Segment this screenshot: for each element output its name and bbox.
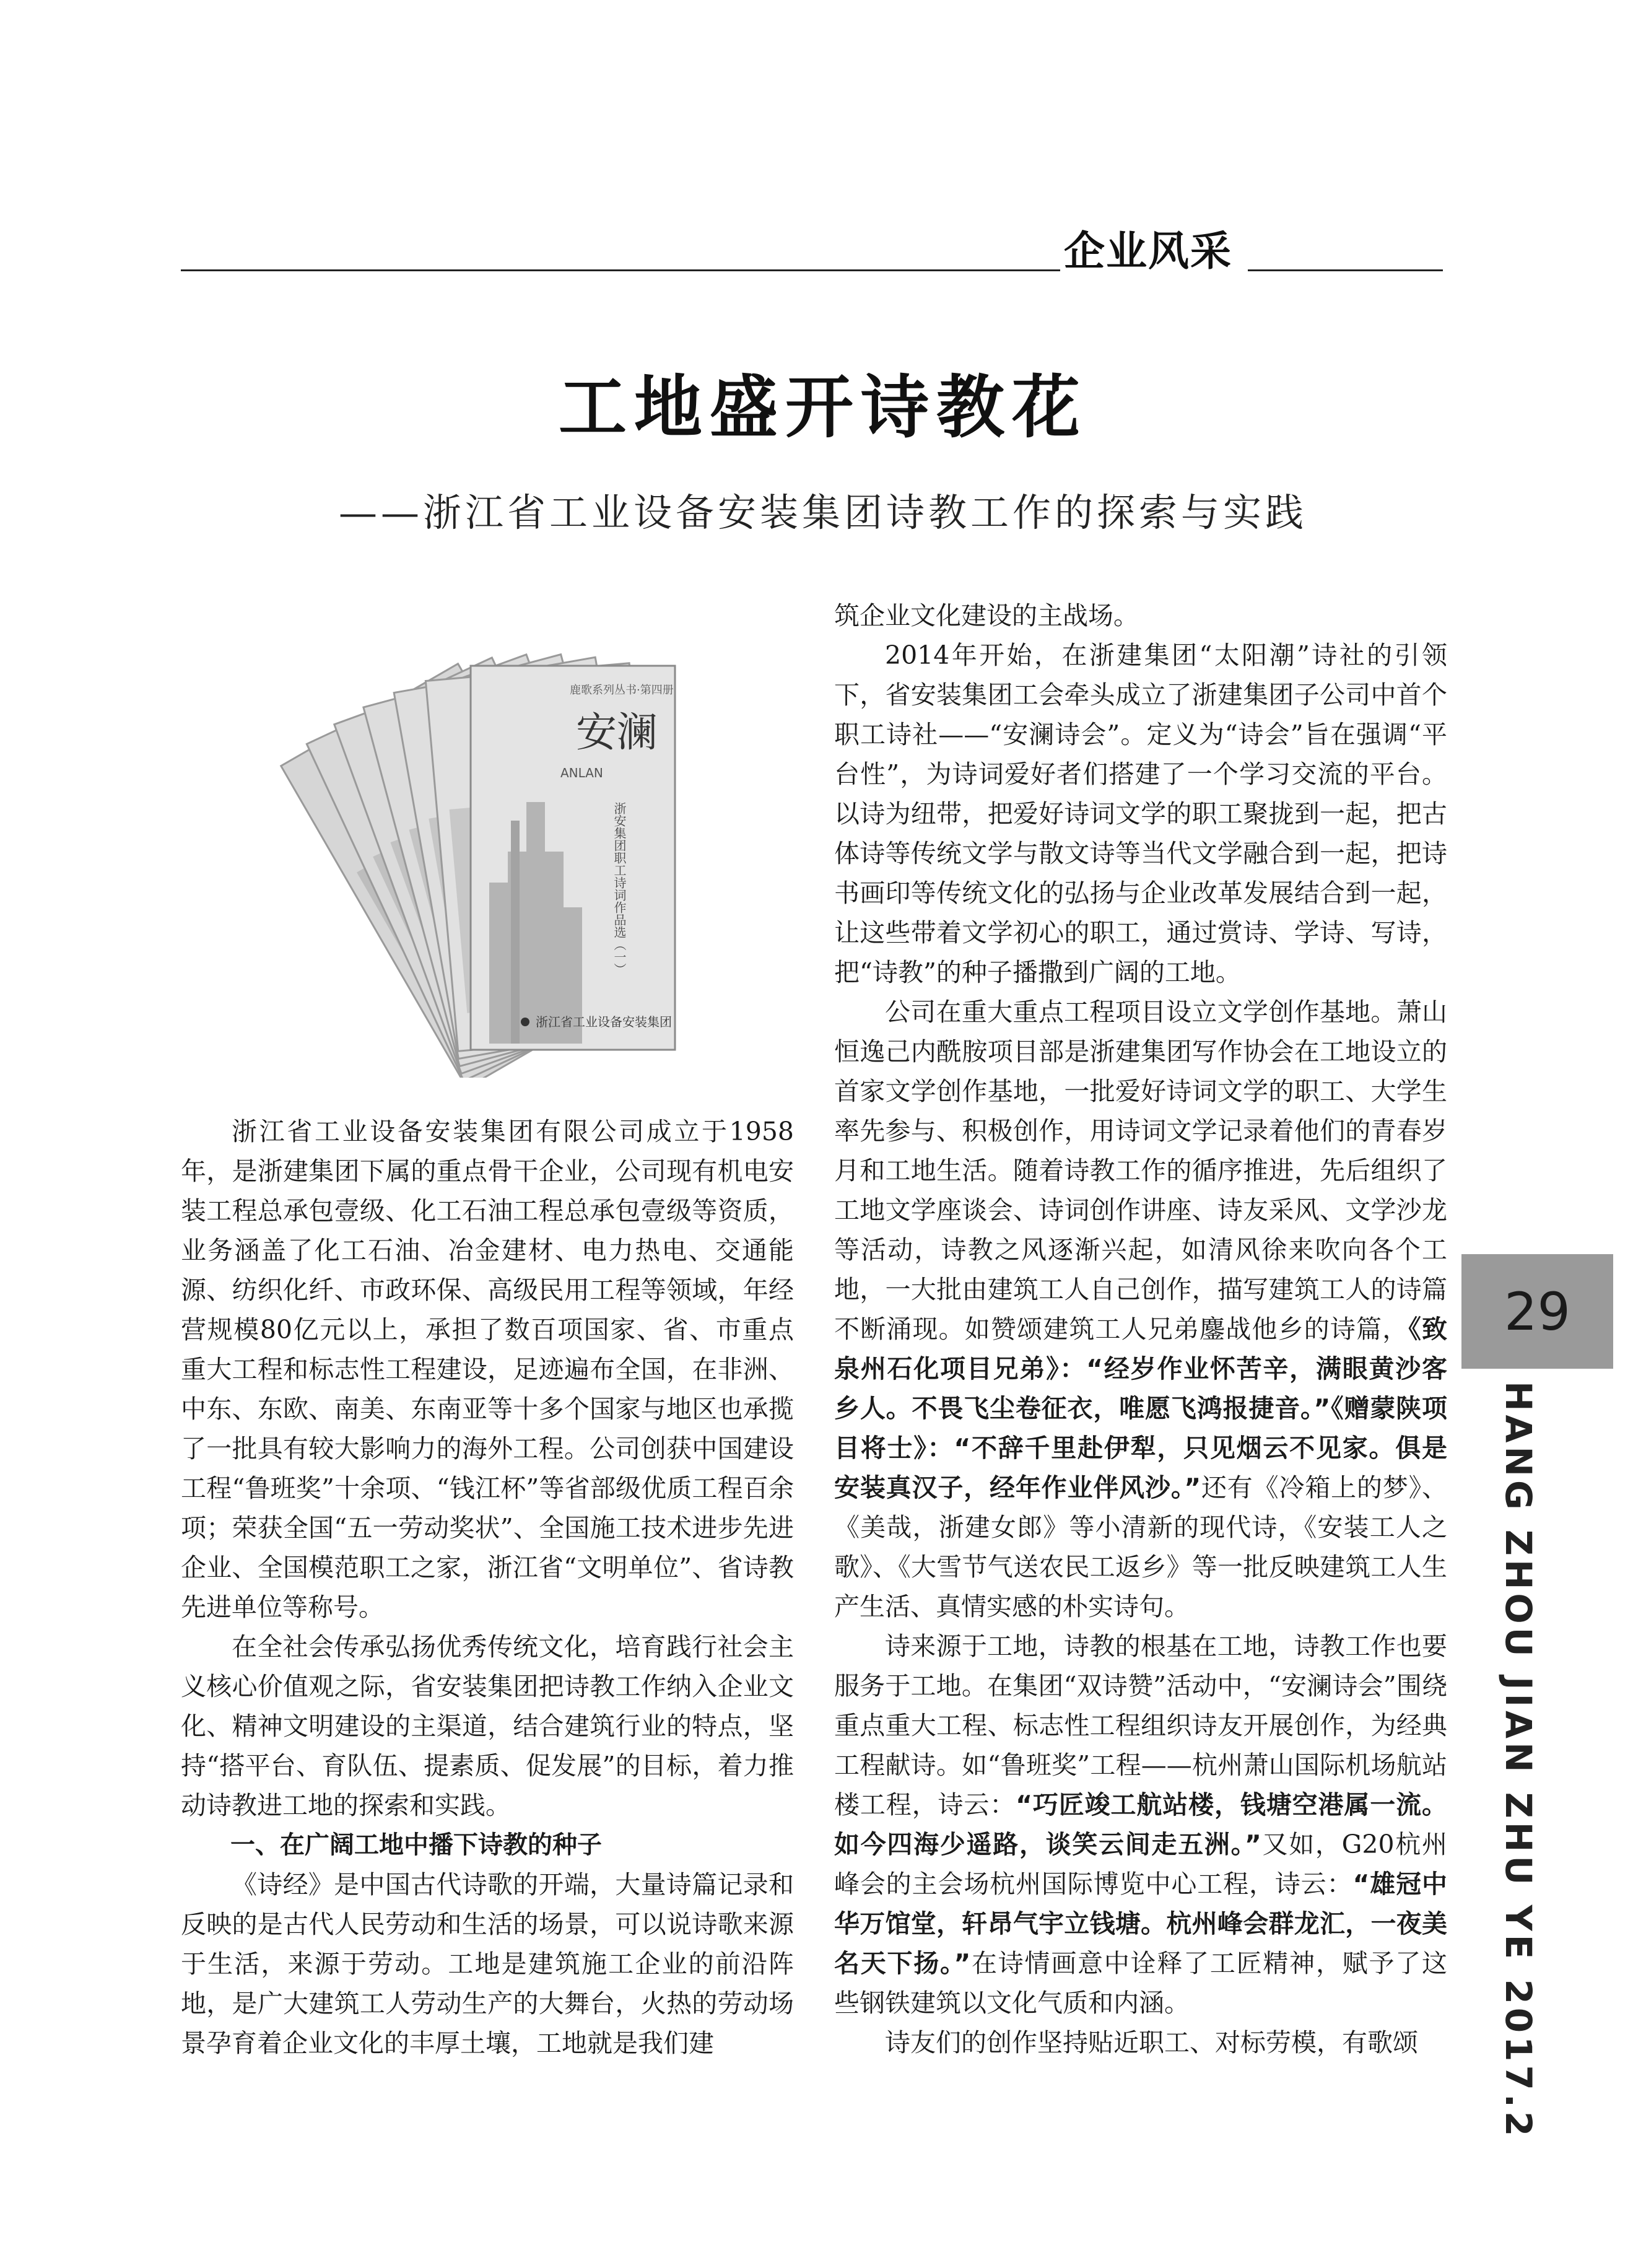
paragraph-text: 诗来源于工地，诗教的根基在工地，诗教工作也要服务于工地。在集团“双诗赞”活动中，“安澜诗会”围绕重点重大工程、标志性工程组织诗友开展创作，为经典工程献诗。如“鲁班奖”工程——杭州萧山国际机场航站楼工程，诗云：	[834, 1631, 1447, 1820]
paragraph: 浙江省工业设备安装集团有限公司成立于1958年，是浙建集团下属的重点骨干企业，公司现有机电安装工程总承包壹级、化工石油工程总承包壹级等资质，业务涵盖了化工石油、冶金建材、电力热电、交通能源、纺织化纤、市政环保、高级民用工程等领域，年经营规模80亿元以上，承担了数百项国家、省、市重点重大工程和标志性工程建设，足迹遍布全国，在非洲、中东、东欧、南美、东南亚等十多个国家与地区也承揽了一批具有较大影响力的海外工程。公司创获中国建设工程“鲁班奖”十余项、“钱江杯”等省部级优质工程百余项；荣获全国“五一劳动奖状”、全国施工技术进步先进企业、全国模范职工之家，浙江省“文明单位”、省诗教先进单位等称号。	[181, 1117, 794, 1622]
page-number-tab	[1461, 1254, 1613, 1369]
book-title-pinyin: ANLAN	[560, 765, 603, 780]
paragraph: 《诗经》是中国古代诗歌的开端，大量诗篇记录和反映的是古代人民劳动和生活的场景，可以说诗歌来源于生活，来源于劳动。工地是建筑施工企业的前沿阵地，是广大建筑工人劳动生产的大舞台，火热的劳动场景孕育着企业文化的丰厚土壤，工地就是我们建	[181, 1870, 794, 2058]
book-series-label: 鹿歌系列丛书·第四册	[570, 684, 674, 697]
journal-running-head: HANG ZHOU JIAN ZHU YE 2017.2	[1497, 1381, 1539, 2140]
article-subtitle: ——浙江省工业设备安装集团诗教工作的探索与实践	[338, 490, 1307, 535]
article-title: 工地盛开诗教花	[559, 368, 1087, 447]
poem-quote: 《致泉州石化项目兄弟》：“经岁作业怀苦辛，满眼黄沙客乡人。不畏飞尘卷征衣，唯愿飞鸿报捷音。”《赠蒙陕项目将士》：“不辞千里赴伊犁，只见烟云不见家。俱是安装真汉子，经年作业伴风沙。”	[834, 1314, 1448, 1503]
paragraph: 诗友们的创作坚持贴近职工、对标劳模，有歌颂	[885, 2028, 1418, 2057]
header-rule-left	[181, 269, 1060, 271]
section-heading: 一、在广阔工地中播下诗教的种子	[230, 1831, 602, 1859]
book-covers-photo	[198, 616, 786, 1078]
book-publisher: 浙江省工业设备安装集团	[536, 1014, 672, 1029]
book-subtitle: 浙安集团职工诗词作品选（一）	[612, 802, 627, 975]
front-book-cover	[471, 666, 675, 1050]
paragraph-text: 在诗情画意中诠释了工匠精神，赋予了这些钢铁建筑以文化气质和内涵。	[834, 1948, 1447, 2018]
left-column	[181, 1112, 794, 2063]
paragraph-text: 还有《冷箱上的梦》、《美哉，浙建女郎》等小清新的现代诗，《安装工人之歌》、《大雪节气送农民工返乡》等一批反映建筑工人生产生活、真情实感的朴实诗句。	[834, 1473, 1447, 1621]
header-rule-right	[1248, 269, 1443, 271]
paragraph-continued: 筑企业文化建设的主战场。	[834, 601, 1139, 630]
right-column	[834, 596, 1447, 2062]
book-covers-illustration	[198, 616, 786, 1078]
section-label: 企业风采	[1064, 227, 1232, 275]
paragraph: 2014年开始，在浙建集团“太阳潮”诗社的引领下，省安装集团工会牵头成立了浙建集团子公司中首个职工诗社——“安澜诗会”。定义为“诗会”旨在强调“平台性”，为诗词爱好者们搭建了一个学习交流的平台。以诗为纽带，把爱好诗词文学的职工聚拢到一起，把古体诗等传统文学与散文诗等当代文学融合到一起，把诗书画印等传统文化的弘扬与企业改革发展结合到一起，让这些带着文学初心的职工，通过赏诗、学诗、写诗，把“诗教”的种子播撒到广阔的工地。	[834, 640, 1447, 987]
book-title: 安澜	[576, 709, 658, 756]
paragraph	[834, 1626, 1447, 2023]
paragraph-text: 又如，G20杭州峰会的主会场杭州国际博览中心工程，诗云：	[834, 1830, 1447, 1899]
paragraph-text: 公司在重大重点工程项目设立文学创作基地。萧山恒逸己内酰胺项目部是浙建集团写作协会在工地设立的首家文学创作基地，一批爱好诗词文学的职工、大学生率先参与、积极创作，用诗词文学记录着他们的青春岁月和工地生活。随着诗教工作的循序推进，先后组织了工地文学座谈会、诗词创作讲座、诗友采风、文学沙龙等活动，诗教之风逐渐兴起，如清风徐来吹向各个工地，一大批由建筑工人自己创作，描写建筑工人的诗篇不断涌现。如赞颂建筑工人兄弟鏖战他乡的诗篇，	[834, 997, 1447, 1344]
paragraph: 在全社会传承弘扬优秀传统文化，培育践行社会主义核心价值观之际，省安装集团把诗教工作纳入企业文化、精神文明建设的主渠道，结合建筑行业的特点，坚持“搭平台、育队伍、提素质、促发展”的目标，着力推动诗教进工地的探索和实践。	[181, 1632, 794, 1820]
poem-quote: “巧匠竣工航站楼，钱塘空港属一流。如今四海少遥路，谈笑云间走五洲。”	[834, 1790, 1447, 1859]
poem-quote: “雄冠中华万馆堂，轩昂气宇立钱塘。杭州峰会群龙汇，一夜美名天下扬。”	[834, 1869, 1447, 1978]
page-number: 29	[1504, 1281, 1570, 1342]
paragraph	[834, 992, 1447, 1626]
